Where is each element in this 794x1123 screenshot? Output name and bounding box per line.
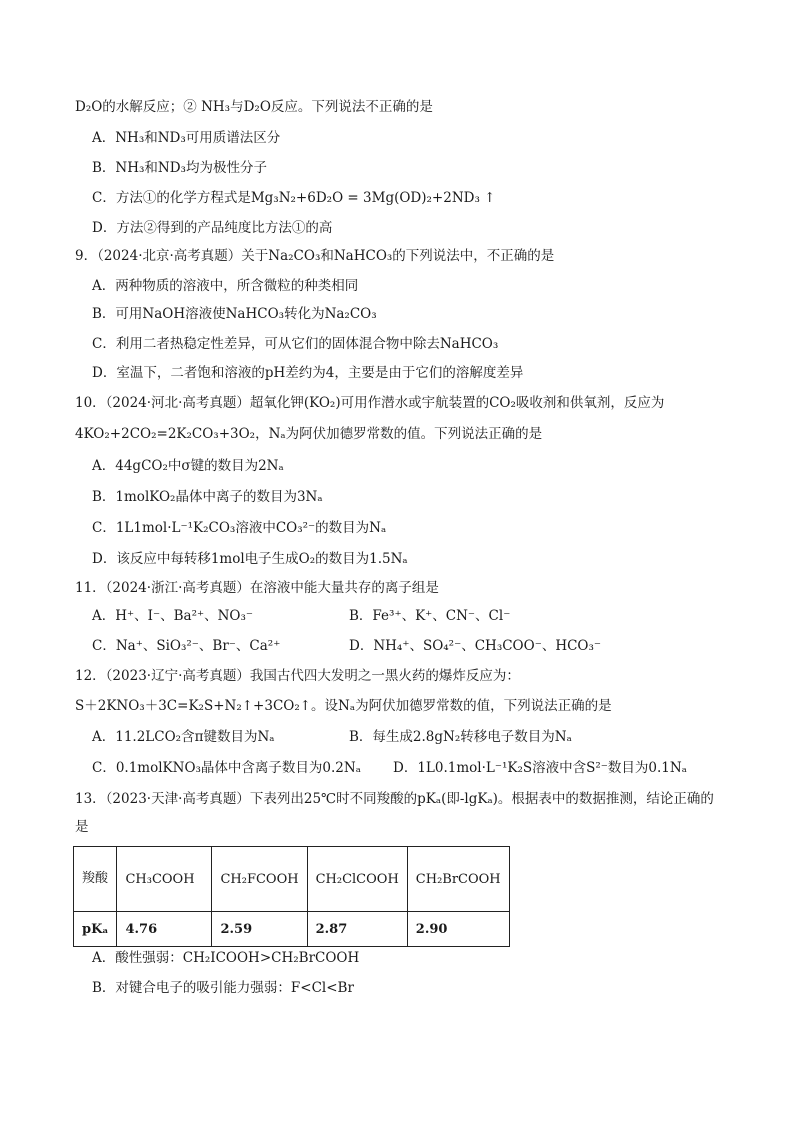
q8-option-d: D．方法②得到的产品纯度比方法①的高 xyxy=(92,220,333,236)
table-header-cell: CH₂BrCOOH xyxy=(407,847,509,912)
q13-option-b: B．对键合电子的吸引能力强弱：F<Cl<Br xyxy=(92,980,354,996)
q12-option-b: B．每生成2.8gN₂转移电子数目为Nₐ xyxy=(349,729,572,745)
table-cell: 4.76 xyxy=(117,912,212,947)
q12-option-d: D．1L0.1mol·L⁻¹K₂S溶液中含S²⁻数目为0.1Nₐ xyxy=(393,760,687,776)
q10-stem: 10．（2024·河北·高考真题）超氧化钾(KO₂)可用作潜水或宇航装置的CO₂吸收剂和供氧剂，反应为 xyxy=(75,395,665,411)
q10-option-c: C．1L1mol·L⁻¹K₂CO₃溶液中CO₃²⁻的数目为Nₐ xyxy=(92,520,387,536)
q8-option-a: A．NH₃和ND₃可用质谱法区分 xyxy=(92,130,281,146)
table-cell: 2.87 xyxy=(307,912,407,947)
table-header-cell: CH₂FCOOH xyxy=(212,847,307,912)
q11-option-c: C．Na⁺、SiO₃²⁻、Br⁻、Ca²⁺ xyxy=(92,638,281,654)
q9-option-a: A．两种物质的溶液中，所含微粒的种类相同 xyxy=(92,278,359,294)
q13-stem-line2: 是 xyxy=(75,819,89,835)
table-cell: 2.59 xyxy=(212,912,307,947)
q9-option-d: D．室温下，二者饱和溶液的pH差约为4，主要是由于它们的溶解度差异 xyxy=(92,365,524,381)
q12-stem-line2: S＋2KNO₃＋3C=K₂S+N₂↑+3CO₂↑。设Nₐ为阿伏加德罗常数的值，下列说法正确的是 xyxy=(75,698,612,714)
q13-option-a: A．酸性强弱：CH₂ICOOH>CH₂BrCOOH xyxy=(92,950,360,966)
table-header-row xyxy=(74,847,510,912)
table-header-cell: 羧酸 xyxy=(74,847,117,912)
table-cell: pKₐ xyxy=(74,912,117,947)
pka-table xyxy=(73,846,510,947)
q9-option-c: C．利用二者热稳定性差异，可从它们的固体混合物中除去NaHCO₃ xyxy=(92,336,499,352)
table-cell: 2.90 xyxy=(407,912,509,947)
q9-option-b: B．可用NaOH溶液使NaHCO₃转化为Na₂CO₃ xyxy=(92,306,377,322)
q10-option-a: A．44gCO₂中σ键的数目为2Nₐ xyxy=(92,458,284,474)
q8-stem-continued: D₂O的水解反应；② NH₃与D₂O反应。下列说法不正确的是 xyxy=(75,99,433,115)
q8-option-b: B．NH₃和ND₃均为极性分子 xyxy=(92,160,267,176)
q11-option-d: D．NH₄⁺、SO₄²⁻、CH₃COO⁻、HCO₃⁻ xyxy=(349,638,602,654)
table-header-cell: CH₃COOH xyxy=(117,847,212,912)
q10-option-b: B．1molKO₂晶体中离子的数目为3Nₐ xyxy=(92,489,323,505)
table-row xyxy=(74,912,510,947)
q10-stem-line2: 4KO₂+2CO₂=2K₂CO₃+3O₂，Nₐ为阿伏加德罗常数的值。下列说法正确的是 xyxy=(75,426,543,442)
q9-stem: 9．（2024·北京·高考真题）关于Na₂CO₃和NaHCO₃的下列说法中，不正确的是 xyxy=(75,248,555,264)
q12-option-a: A．11.2LCO₂含π键数目为Nₐ xyxy=(92,729,275,745)
q8-option-c: C．方法①的化学方程式是Mg₃N₂+6D₂O = 3Mg(OD)₂+2ND₃ ↑ xyxy=(92,190,496,206)
q11-stem: 11．（2024·浙江·高考真题）在溶液中能大量共存的离子组是 xyxy=(75,580,439,596)
q10-option-d: D．该反应中每转移1mol电子生成O₂的数目为1.5Nₐ xyxy=(92,551,408,567)
q11-option-b: B．Fe³⁺、K⁺、CN⁻、Cl⁻ xyxy=(349,608,511,624)
q12-option-c: C．0.1molKNO₃晶体中含离子数目为0.2Nₐ xyxy=(92,760,361,776)
table-header-cell: CH₂ClCOOH xyxy=(307,847,407,912)
q12-stem: 12．（2023·辽宁·高考真题）我国古代四大发明之一黑火药的爆炸反应为： xyxy=(75,668,520,684)
q11-option-a: A．H⁺、I⁻、Ba²⁺、NO₃⁻ xyxy=(92,608,254,624)
q13-stem: 13．（2023·天津·高考真题）下表列出25℃时不同羧酸的pKₐ(即-lgKₐ)。根据表中的数据推测，结论正确的 xyxy=(75,791,714,807)
